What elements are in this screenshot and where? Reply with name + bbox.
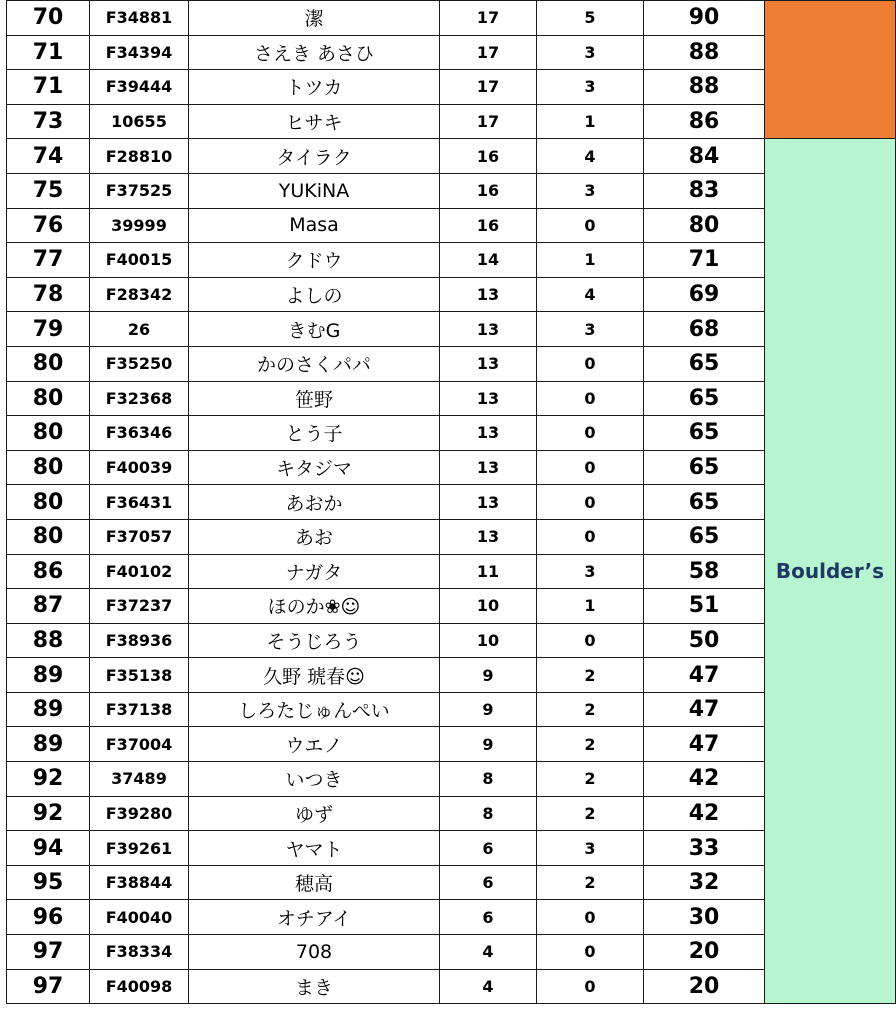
rank-cell: 71 — [7, 35, 90, 70]
name-cell: ヒサキ — [189, 104, 440, 139]
member-id-cell: F37004 — [90, 727, 189, 762]
total-cell: 83 — [644, 173, 765, 208]
bonus-cell: 0 — [537, 416, 644, 451]
upper-group-band — [765, 1, 896, 139]
bonus-cell: 3 — [537, 173, 644, 208]
rank-cell: 88 — [7, 623, 90, 658]
member-id-cell: F36431 — [90, 485, 189, 520]
table-row — [7, 243, 896, 278]
member-id-cell: F40039 — [90, 450, 189, 485]
points-cell: 17 — [440, 104, 537, 139]
table-row — [7, 450, 896, 485]
table-row — [7, 139, 896, 174]
member-id-cell: F37525 — [90, 173, 189, 208]
points-cell: 13 — [440, 519, 537, 554]
name-cell: 708 — [189, 935, 440, 970]
member-id-cell: F37057 — [90, 519, 189, 554]
bonus-cell: 1 — [537, 589, 644, 624]
bonus-cell: 0 — [537, 485, 644, 520]
total-cell: 84 — [644, 139, 765, 174]
bonus-cell: 2 — [537, 796, 644, 831]
points-cell: 9 — [440, 727, 537, 762]
member-id-cell: F39444 — [90, 70, 189, 105]
points-cell: 13 — [440, 381, 537, 416]
total-cell: 47 — [644, 727, 765, 762]
total-cell: 88 — [644, 35, 765, 70]
table-row — [7, 727, 896, 762]
member-id-cell: 39999 — [90, 208, 189, 243]
rank-cell: 80 — [7, 416, 90, 451]
rank-cell: 86 — [7, 554, 90, 589]
table-row — [7, 416, 896, 451]
rank-cell: 89 — [7, 692, 90, 727]
name-cell: さえき あさひ — [189, 35, 440, 70]
points-cell: 16 — [440, 173, 537, 208]
total-cell: 65 — [644, 381, 765, 416]
member-id-cell: F40102 — [90, 554, 189, 589]
rank-cell: 80 — [7, 519, 90, 554]
table-row — [7, 312, 896, 347]
rank-cell: 95 — [7, 865, 90, 900]
bonus-cell: 0 — [537, 969, 644, 1004]
member-id-cell: F38936 — [90, 623, 189, 658]
table-row — [7, 173, 896, 208]
rank-cell: 74 — [7, 139, 90, 174]
total-cell: 30 — [644, 900, 765, 935]
bonus-cell: 0 — [537, 900, 644, 935]
name-cell: YUKiNA — [189, 173, 440, 208]
table-row — [7, 762, 896, 797]
table-row — [7, 104, 896, 139]
bonus-cell: 2 — [537, 692, 644, 727]
rank-cell: 80 — [7, 450, 90, 485]
table-row — [7, 969, 896, 1004]
bonus-cell: 0 — [537, 450, 644, 485]
total-cell: 50 — [644, 623, 765, 658]
table-row — [7, 277, 896, 312]
table-row — [7, 623, 896, 658]
name-cell: ナガタ — [189, 554, 440, 589]
table-row — [7, 692, 896, 727]
points-cell: 8 — [440, 762, 537, 797]
name-cell: よしの — [189, 277, 440, 312]
rank-cell: 73 — [7, 104, 90, 139]
name-cell: まき — [189, 969, 440, 1004]
name-cell: キタジマ — [189, 450, 440, 485]
table-row — [7, 1, 896, 36]
total-cell: 32 — [644, 865, 765, 900]
table-row — [7, 208, 896, 243]
rank-cell: 78 — [7, 277, 90, 312]
total-cell: 65 — [644, 346, 765, 381]
points-cell: 13 — [440, 485, 537, 520]
member-id-cell: F34394 — [90, 35, 189, 70]
total-cell: 65 — [644, 416, 765, 451]
table-row — [7, 935, 896, 970]
name-cell: クドウ — [189, 243, 440, 278]
bonus-cell: 3 — [537, 554, 644, 589]
rank-cell: 75 — [7, 173, 90, 208]
rank-cell: 97 — [7, 969, 90, 1004]
member-id-cell: F34881 — [90, 1, 189, 36]
bonus-cell: 0 — [537, 519, 644, 554]
name-cell: トツカ — [189, 70, 440, 105]
bonus-cell: 5 — [537, 1, 644, 36]
member-id-cell: 26 — [90, 312, 189, 347]
bonus-cell: 3 — [537, 35, 644, 70]
rank-cell: 89 — [7, 658, 90, 693]
name-cell: ゆず — [189, 796, 440, 831]
rank-cell: 97 — [7, 935, 90, 970]
total-cell: 47 — [644, 692, 765, 727]
name-cell: タイラク — [189, 139, 440, 174]
total-cell: 33 — [644, 831, 765, 866]
bonus-cell: 0 — [537, 208, 644, 243]
points-cell: 4 — [440, 935, 537, 970]
table-row — [7, 658, 896, 693]
member-id-cell: F38334 — [90, 935, 189, 970]
member-id-cell: F38844 — [90, 865, 189, 900]
rank-cell: 94 — [7, 831, 90, 866]
points-cell: 6 — [440, 865, 537, 900]
name-cell: いつき — [189, 762, 440, 797]
table-row — [7, 796, 896, 831]
bonus-cell: 2 — [537, 727, 644, 762]
points-cell: 8 — [440, 796, 537, 831]
total-cell: 71 — [644, 243, 765, 278]
points-cell: 16 — [440, 139, 537, 174]
bonus-cell: 0 — [537, 381, 644, 416]
name-cell: Masa — [189, 208, 440, 243]
rank-cell: 87 — [7, 589, 90, 624]
member-id-cell: F39261 — [90, 831, 189, 866]
lower-group-band: Boulder’s — [765, 139, 896, 1004]
total-cell: 51 — [644, 589, 765, 624]
member-id-cell: F37237 — [90, 589, 189, 624]
ranking-table — [6, 0, 896, 1004]
total-cell: 90 — [644, 1, 765, 36]
total-cell: 86 — [644, 104, 765, 139]
bonus-cell: 1 — [537, 243, 644, 278]
points-cell: 4 — [440, 969, 537, 1004]
rank-cell: 96 — [7, 900, 90, 935]
total-cell: 20 — [644, 969, 765, 1004]
rank-cell: 77 — [7, 243, 90, 278]
bonus-cell: 1 — [537, 104, 644, 139]
rank-cell: 92 — [7, 762, 90, 797]
points-cell: 11 — [440, 554, 537, 589]
rank-cell: 79 — [7, 312, 90, 347]
name-cell: ウエノ — [189, 727, 440, 762]
bonus-cell: 0 — [537, 346, 644, 381]
name-cell: あお — [189, 519, 440, 554]
name-cell: オチアイ — [189, 900, 440, 935]
points-cell: 6 — [440, 900, 537, 935]
name-cell: 久野 琥春☺ — [189, 658, 440, 693]
table-row — [7, 35, 896, 70]
rank-cell: 89 — [7, 727, 90, 762]
points-cell: 6 — [440, 831, 537, 866]
total-cell: 65 — [644, 519, 765, 554]
name-cell: とう子 — [189, 416, 440, 451]
rank-cell: 71 — [7, 70, 90, 105]
bonus-cell: 2 — [537, 762, 644, 797]
table-row — [7, 485, 896, 520]
bonus-cell: 3 — [537, 831, 644, 866]
points-cell: 13 — [440, 416, 537, 451]
ranking-table-body — [7, 1, 896, 1004]
bonus-cell: 0 — [537, 623, 644, 658]
points-cell: 17 — [440, 70, 537, 105]
points-cell: 13 — [440, 277, 537, 312]
member-id-cell: F40015 — [90, 243, 189, 278]
member-id-cell: F37138 — [90, 692, 189, 727]
table-row — [7, 519, 896, 554]
total-cell: 80 — [644, 208, 765, 243]
points-cell: 13 — [440, 450, 537, 485]
bonus-cell: 0 — [537, 935, 644, 970]
table-row — [7, 554, 896, 589]
total-cell: 20 — [644, 935, 765, 970]
points-cell: 17 — [440, 1, 537, 36]
points-cell: 14 — [440, 243, 537, 278]
name-cell: しろたじゅんぺい — [189, 692, 440, 727]
member-id-cell: 10655 — [90, 104, 189, 139]
rank-cell: 80 — [7, 381, 90, 416]
member-id-cell: F36346 — [90, 416, 189, 451]
rank-cell: 76 — [7, 208, 90, 243]
table-row — [7, 589, 896, 624]
table-row — [7, 346, 896, 381]
points-cell: 13 — [440, 346, 537, 381]
total-cell: 65 — [644, 485, 765, 520]
bonus-cell: 2 — [537, 865, 644, 900]
points-cell: 13 — [440, 312, 537, 347]
name-cell: ほのか❀☺ — [189, 589, 440, 624]
total-cell: 47 — [644, 658, 765, 693]
member-id-cell: F39280 — [90, 796, 189, 831]
member-id-cell: F35250 — [90, 346, 189, 381]
bonus-cell: 3 — [537, 312, 644, 347]
table-row — [7, 865, 896, 900]
total-cell: 69 — [644, 277, 765, 312]
name-cell: 穂高 — [189, 865, 440, 900]
bonus-cell: 4 — [537, 277, 644, 312]
total-cell: 68 — [644, 312, 765, 347]
rank-cell: 80 — [7, 346, 90, 381]
points-cell: 9 — [440, 658, 537, 693]
member-id-cell: F32368 — [90, 381, 189, 416]
total-cell: 88 — [644, 70, 765, 105]
name-cell: きむG — [189, 312, 440, 347]
name-cell: 潔 — [189, 1, 440, 36]
points-cell: 10 — [440, 589, 537, 624]
member-id-cell: F40098 — [90, 969, 189, 1004]
total-cell: 42 — [644, 762, 765, 797]
member-id-cell: F28342 — [90, 277, 189, 312]
member-id-cell: 37489 — [90, 762, 189, 797]
points-cell: 10 — [440, 623, 537, 658]
table-row — [7, 381, 896, 416]
bonus-cell: 2 — [537, 658, 644, 693]
member-id-cell: F40040 — [90, 900, 189, 935]
table-row — [7, 70, 896, 105]
name-cell: あおか — [189, 485, 440, 520]
name-cell: ヤマト — [189, 831, 440, 866]
points-cell: 17 — [440, 35, 537, 70]
member-id-cell: F35138 — [90, 658, 189, 693]
name-cell: かのさくパパ — [189, 346, 440, 381]
bonus-cell: 4 — [537, 139, 644, 174]
member-id-cell: F28810 — [90, 139, 189, 174]
name-cell: そうじろう — [189, 623, 440, 658]
name-cell: 笹野 — [189, 381, 440, 416]
rank-cell: 92 — [7, 796, 90, 831]
points-cell: 16 — [440, 208, 537, 243]
rank-cell: 80 — [7, 485, 90, 520]
table-row — [7, 900, 896, 935]
total-cell: 42 — [644, 796, 765, 831]
rank-cell: 70 — [7, 1, 90, 36]
bonus-cell: 3 — [537, 70, 644, 105]
total-cell: 58 — [644, 554, 765, 589]
total-cell: 65 — [644, 450, 765, 485]
points-cell: 9 — [440, 692, 537, 727]
table-row — [7, 831, 896, 866]
